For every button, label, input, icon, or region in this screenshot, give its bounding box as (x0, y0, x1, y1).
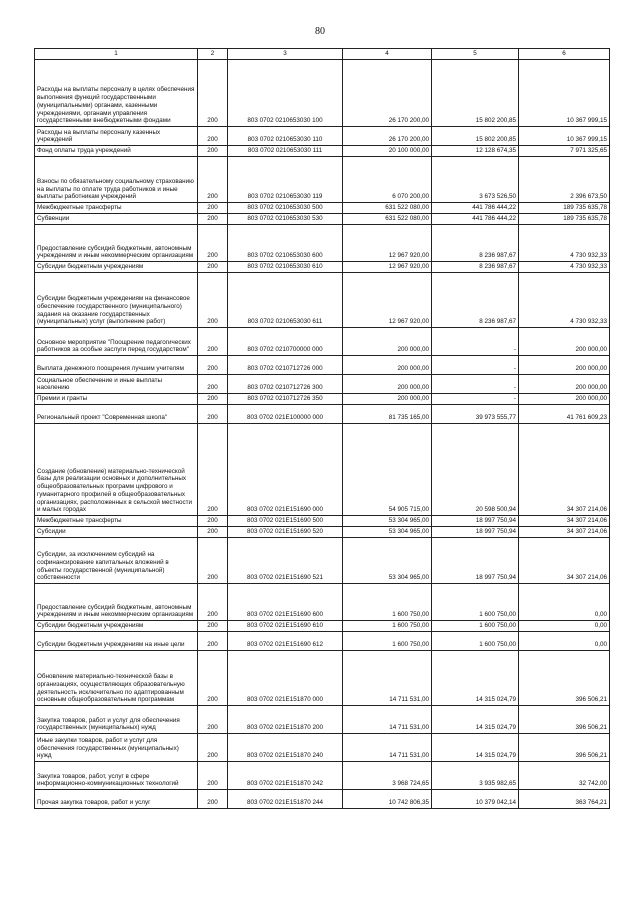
approved-amount: 14 711 531,00 (343, 651, 432, 706)
budget-classification-code: 803 0702 021E151690 612 (228, 632, 343, 651)
unexecuted-amount: 34 307 214,06 (519, 516, 610, 527)
table-header-row (35, 49, 610, 60)
unexecuted-amount: 4 730 932,33 (519, 225, 610, 262)
admin-code: 200 (198, 146, 228, 157)
unexecuted-amount: 0,00 (519, 632, 610, 651)
item-name: Социальное обеспечение и иные выплаты населению (35, 375, 198, 394)
approved-amount: 53 304 965,00 (343, 527, 432, 538)
budget-classification-code: 803 0702 0210653030 119 (228, 157, 343, 203)
item-name: Межбюджетные трансферты (35, 516, 198, 527)
item-name: Создание (обновление) материально-технической базы для реализации основных и дополнительных общеобразовательных программ цифрового и гуманитарного профилей в общеобразовательных организациях, расположенных в сельской местности и малых городах (35, 424, 198, 516)
admin-code: 200 (198, 790, 228, 809)
budget-classification-code: 803 0702 021E151870 240 (228, 734, 343, 762)
executed-amount: 39 973 555,77 (432, 405, 519, 424)
unexecuted-amount: 0,00 (519, 584, 610, 621)
item-name: Субсидии бюджетным учреждениям (35, 621, 198, 632)
unexecuted-amount: 4 730 932,33 (519, 262, 610, 273)
approved-amount: 81 735 165,00 (343, 405, 432, 424)
approved-amount: 54 905 715,00 (343, 424, 432, 516)
item-name: Субсидии, за исключением субсидий на софинансирование капитальных вложений в объекты государственной (муниципальной) собственности (35, 538, 198, 584)
header-cell: 3 (228, 49, 343, 60)
executed-amount: 15 802 200,85 (432, 60, 519, 127)
admin-code: 200 (198, 734, 228, 762)
approved-amount: 12 967 920,00 (343, 273, 432, 328)
admin-code: 200 (198, 584, 228, 621)
unexecuted-amount: 189 735 635,78 (519, 203, 610, 214)
executed-amount: 1 600 750,00 (432, 584, 519, 621)
table-row (35, 790, 610, 809)
executed-amount: 18 997 750,94 (432, 516, 519, 527)
approved-amount: 631 522 080,00 (343, 214, 432, 225)
executed-amount: 441 786 444,22 (432, 203, 519, 214)
executed-amount: 14 315 024,79 (432, 734, 519, 762)
budget-classification-code: 803 0702 0210653030 100 (228, 60, 343, 127)
budget-classification-code: 803 0702 0210653030 110 (228, 127, 343, 146)
table-row (35, 146, 610, 157)
approved-amount: 3 968 724,65 (343, 762, 432, 790)
admin-code: 200 (198, 394, 228, 405)
executed-amount: 441 786 444,22 (432, 214, 519, 225)
admin-code: 200 (198, 538, 228, 584)
budget-classification-code: 803 0702 021E151690 520 (228, 527, 343, 538)
admin-code: 200 (198, 328, 228, 356)
executed-amount: 8 236 987,67 (432, 225, 519, 262)
executed-amount: 8 236 987,67 (432, 262, 519, 273)
table-row (35, 356, 610, 375)
executed-amount: 15 802 200,85 (432, 127, 519, 146)
admin-code: 200 (198, 273, 228, 328)
executed-amount: 1 600 750,00 (432, 621, 519, 632)
budget-classification-code: 803 0702 021E151690 610 (228, 621, 343, 632)
table-row (35, 157, 610, 203)
admin-code: 200 (198, 424, 228, 516)
admin-code: 200 (198, 706, 228, 734)
budget-classification-code: 803 0702 0210653030 610 (228, 262, 343, 273)
admin-code: 200 (198, 632, 228, 651)
executed-amount: 12 128 674,35 (432, 146, 519, 157)
table-row (35, 375, 610, 394)
executed-amount: - (432, 328, 519, 356)
page-number: 80 (315, 26, 325, 37)
approved-amount: 6 070 200,00 (343, 157, 432, 203)
executed-amount: 10 379 042,14 (432, 790, 519, 809)
budget-classification-code: 803 0702 0210653030 111 (228, 146, 343, 157)
table-row (35, 262, 610, 273)
budget-table (34, 48, 610, 809)
budget-classification-code: 803 0702 0210712726 350 (228, 394, 343, 405)
approved-amount: 1 600 750,00 (343, 632, 432, 651)
approved-amount: 12 967 920,00 (343, 262, 432, 273)
admin-code: 200 (198, 203, 228, 214)
approved-amount: 53 304 965,00 (343, 538, 432, 584)
approved-amount: 20 100 000,00 (343, 146, 432, 157)
admin-code: 200 (198, 127, 228, 146)
admin-code: 200 (198, 157, 228, 203)
header-cell: 4 (343, 49, 432, 60)
budget-classification-code: 803 0702 0210653030 600 (228, 225, 343, 262)
table-row (35, 328, 610, 356)
table-row (35, 60, 610, 127)
approved-amount: 26 170 200,00 (343, 60, 432, 127)
item-name: Выплата денежного поощрения лучшим учителям (35, 356, 198, 375)
executed-amount: 14 315 024,79 (432, 706, 519, 734)
item-name: Основное мероприятие "Поощрение педагогических работников за особые заслуги перед государством" (35, 328, 198, 356)
admin-code: 200 (198, 762, 228, 790)
admin-code: 200 (198, 527, 228, 538)
table-row (35, 734, 610, 762)
item-name: Расходы на выплаты персоналу в целях обеспечения выполнения функций государственными (муниципальными) органами, казенными учреждениями, органами управления государственными внебюджетными фондами (35, 60, 198, 127)
approved-amount: 200 000,00 (343, 328, 432, 356)
executed-amount: 3 673 526,50 (432, 157, 519, 203)
approved-amount: 14 711 531,00 (343, 734, 432, 762)
budget-classification-code: 803 0702 021E151870 000 (228, 651, 343, 706)
item-name: Предоставление субсидий бюджетным, автономным учреждениям и иным некоммерческим организациям (35, 225, 198, 262)
approved-amount: 53 304 965,00 (343, 516, 432, 527)
item-name: Межбюджетные трансферты (35, 203, 198, 214)
item-name: Предоставление субсидий бюджетным, автономным учреждениям и иным некоммерческим организациям (35, 584, 198, 621)
table-row (35, 762, 610, 790)
table-row (35, 214, 610, 225)
admin-code: 200 (198, 405, 228, 424)
item-name: Субсидии бюджетным учреждениям на финансовое обеспечение государственного (муниципального) задания на оказание государственных (муниципальных) услуг (выполнение работ) (35, 273, 198, 328)
budget-classification-code: 803 0702 021E151690 500 (228, 516, 343, 527)
unexecuted-amount: 189 735 635,78 (519, 214, 610, 225)
budget-classification-code: 803 0702 021E100000 000 (228, 405, 343, 424)
budget-classification-code: 803 0702 0210700000 000 (228, 328, 343, 356)
admin-code: 200 (198, 356, 228, 375)
unexecuted-amount: 0,00 (519, 621, 610, 632)
executed-amount: 18 997 750,94 (432, 538, 519, 584)
unexecuted-amount: 2 396 673,50 (519, 157, 610, 203)
unexecuted-amount: 396 506,21 (519, 706, 610, 734)
item-name: Региональный проект "Современная школа" (35, 405, 198, 424)
item-name: Прочая закупка товаров, работ и услуг (35, 790, 198, 809)
table-row (35, 632, 610, 651)
table-row (35, 405, 610, 424)
budget-classification-code: 803 0702 0210653030 611 (228, 273, 343, 328)
admin-code: 200 (198, 214, 228, 225)
executed-amount: 1 600 750,00 (432, 632, 519, 651)
header-cell: 2 (198, 49, 228, 60)
unexecuted-amount: 7 971 325,65 (519, 146, 610, 157)
item-name: Субсидии бюджетным учреждениям (35, 262, 198, 273)
budget-classification-code: 803 0702 021E151870 244 (228, 790, 343, 809)
header-cell: 1 (35, 49, 198, 60)
item-name: Иные закупки товаров, работ и услуг для обеспечения государственных (муниципальных) нужд (35, 734, 198, 762)
item-name: Субсидии (35, 527, 198, 538)
unexecuted-amount: 396 506,21 (519, 734, 610, 762)
admin-code: 200 (198, 516, 228, 527)
budget-classification-code: 803 0702 021E151690 000 (228, 424, 343, 516)
executed-amount: 8 236 987,67 (432, 273, 519, 328)
budget-classification-code: 803 0702 0210653030 500 (228, 203, 343, 214)
table-row (35, 127, 610, 146)
header-cell: 5 (432, 49, 519, 60)
budget-classification-code: 803 0702 0210653030 530 (228, 214, 343, 225)
item-name: Субвенции (35, 214, 198, 225)
table-row (35, 424, 610, 516)
approved-amount: 200 000,00 (343, 375, 432, 394)
item-name: Закупка товаров, работ и услуг для обеспечения государственных (муниципальных) нужд (35, 706, 198, 734)
executed-amount: - (432, 356, 519, 375)
unexecuted-amount: 10 367 999,15 (519, 60, 610, 127)
table-row (35, 706, 610, 734)
budget-classification-code: 803 0702 021E151690 600 (228, 584, 343, 621)
approved-amount: 14 711 531,00 (343, 706, 432, 734)
table-row (35, 273, 610, 328)
unexecuted-amount: 200 000,00 (519, 394, 610, 405)
unexecuted-amount: 34 307 214,06 (519, 538, 610, 584)
item-name: Фонд оплаты труда учреждений (35, 146, 198, 157)
item-name: Расходы на выплаты персоналу казенных учреждений (35, 127, 198, 146)
budget-classification-code: 803 0702 021E151690 521 (228, 538, 343, 584)
admin-code: 200 (198, 60, 228, 127)
executed-amount: 18 997 750,94 (432, 527, 519, 538)
approved-amount: 1 600 750,00 (343, 621, 432, 632)
item-name: Обновление материально-технической базы в организациях, осуществляющих образовательную деятельность исключительно по адаптированным основным общеобразовательным программам (35, 651, 198, 706)
executed-amount: 14 315 024,79 (432, 651, 519, 706)
approved-amount: 200 000,00 (343, 356, 432, 375)
approved-amount: 12 967 920,00 (343, 225, 432, 262)
approved-amount: 200 000,00 (343, 394, 432, 405)
table-row (35, 584, 610, 621)
unexecuted-amount: 396 506,21 (519, 651, 610, 706)
admin-code: 200 (198, 225, 228, 262)
executed-amount: 20 598 500,94 (432, 424, 519, 516)
admin-code: 200 (198, 262, 228, 273)
unexecuted-amount: 34 307 214,06 (519, 424, 610, 516)
budget-classification-code: 803 0702 021E151870 242 (228, 762, 343, 790)
unexecuted-amount: 32 742,00 (519, 762, 610, 790)
table-row (35, 203, 610, 214)
budget-classification-code: 803 0702 021E151870 200 (228, 706, 343, 734)
admin-code: 200 (198, 375, 228, 394)
admin-code: 200 (198, 621, 228, 632)
item-name: Премии и гранты (35, 394, 198, 405)
executed-amount: 3 935 982,65 (432, 762, 519, 790)
item-name: Взносы по обязательному социальному страхованию на выплаты по оплате труда работников и иные выплаты работникам учреждений (35, 157, 198, 203)
item-name: Закупка товаров, работ, услуг в сфере информационно-коммуникационных технологий (35, 762, 198, 790)
approved-amount: 1 600 750,00 (343, 584, 432, 621)
header-cell: 6 (519, 49, 610, 60)
approved-amount: 631 522 080,00 (343, 203, 432, 214)
budget-classification-code: 803 0702 0210712726 000 (228, 356, 343, 375)
table-row (35, 527, 610, 538)
table-row (35, 621, 610, 632)
table-row (35, 538, 610, 584)
unexecuted-amount: 363 764,21 (519, 790, 610, 809)
approved-amount: 10 742 806,35 (343, 790, 432, 809)
executed-amount: - (432, 394, 519, 405)
approved-amount: 26 170 200,00 (343, 127, 432, 146)
unexecuted-amount: 4 730 932,33 (519, 273, 610, 328)
unexecuted-amount: 200 000,00 (519, 356, 610, 375)
unexecuted-amount: 41 761 609,23 (519, 405, 610, 424)
item-name: Субсидии бюджетным учреждениям на иные цели (35, 632, 198, 651)
unexecuted-amount: 10 367 999,15 (519, 127, 610, 146)
unexecuted-amount: 34 307 214,06 (519, 527, 610, 538)
unexecuted-amount: 200 000,00 (519, 328, 610, 356)
table-row (35, 225, 610, 262)
table-row (35, 651, 610, 706)
budget-classification-code: 803 0702 0210712726 300 (228, 375, 343, 394)
table-row (35, 394, 610, 405)
unexecuted-amount: 200 000,00 (519, 375, 610, 394)
executed-amount: - (432, 375, 519, 394)
table-row (35, 516, 610, 527)
admin-code: 200 (198, 651, 228, 706)
